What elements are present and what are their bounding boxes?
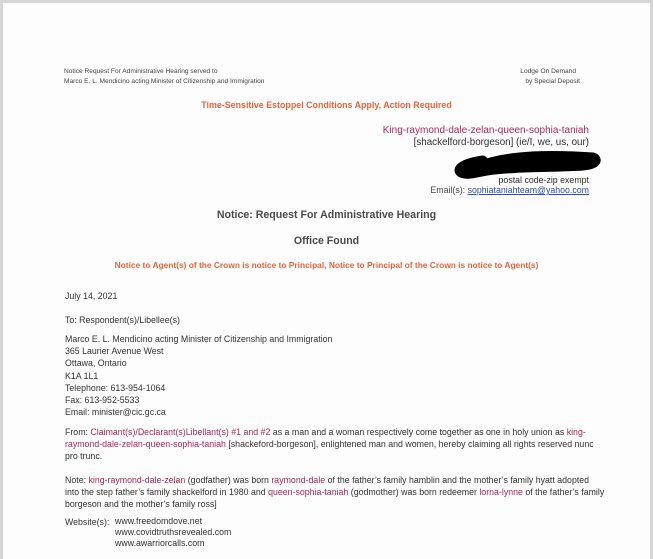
from-claimants: Claimant(s)/Declarant(s)Libellant(s) #1 and #2 — [90, 427, 271, 437]
from-prefix: From: — [65, 427, 91, 437]
websites-label: Website(s): — [65, 517, 110, 527]
sender-name: King-raymond-dale-zelan-queen-sophia-taniah — [382, 125, 589, 136]
recipient-city: Ottawa, Ontario — [65, 358, 127, 369]
note-text-2: of the father’s family hamblin and the mother’s family hyatt adopted into the step father’s family shackelford in 1980 and — [65, 475, 590, 497]
note-text-1: (godfather) was born — [185, 475, 272, 485]
websites-list — [115, 516, 231, 548]
document-page — [3, 3, 650, 559]
note-name-3: queen-sophia-taniah — [268, 487, 349, 497]
sender-postal: postal code-zip exempt — [498, 175, 589, 185]
page-title: Notice: Request For Administrative Hearing — [216, 209, 437, 221]
from-name: king-raymond-dale-zelan-queen-sophia-taniah — [65, 427, 586, 449]
note-name-2: raymond-dale — [271, 475, 326, 485]
recipient-email: Email: minister@cic.gc.ca — [65, 407, 166, 418]
header-left — [64, 67, 264, 87]
website-link[interactable]: www.covidtruthsrevealed.com — [115, 526, 232, 537]
website-link[interactable]: www.awarriorcalls.com — [115, 537, 205, 548]
recipient-fax: Fax: 613-952-5533 — [65, 395, 140, 406]
recipient-postal: K1A 1L1 — [65, 370, 99, 381]
note-name-4: lorna-lynne — [479, 487, 523, 497]
crown-notice: Notice to Agent(s) of the Crown is notice to Principal, Notice to Principal of the Crown is notice to Agent(s) — [114, 260, 539, 270]
recipient-name: Marco E. L. Mendicino acting Minister of Citizenship and Immigration — [65, 334, 333, 344]
header-left-line1: Notice Request For Administrative Hearing served to — [64, 68, 218, 75]
recipient-street: 365 Laurier Avenue West — [65, 346, 164, 357]
banner: Time-Sensitive Estoppel Conditions Apply, Action Required — [201, 100, 452, 110]
note-name-1: king-raymond-dale-zelan — [88, 475, 186, 485]
note-text-3: (godmother) was born redeemer — [348, 487, 480, 497]
header-right-line2: by Special Deposit — [525, 78, 580, 85]
note-paragraph — [65, 474, 605, 510]
sender-email-link[interactable]: sophiataniahteam@yahoo.com — [467, 185, 589, 195]
header-right-line1: Lodge On Demand — [520, 68, 576, 75]
recipient-address — [65, 333, 332, 418]
sender-surname: [shackelford-borgeson] (ie/I, we, us, our) — [413, 137, 589, 148]
from-mid: as a man and a woman respectively come together as one in holy union as — [270, 427, 567, 437]
from-paragraph — [65, 426, 605, 462]
note-text-4: of the father’s family borgeson and the mother’s family ross] — [65, 487, 605, 509]
date: July 14, 2021 — [65, 291, 118, 301]
website-link[interactable]: www.freedomdove.net — [115, 516, 203, 526]
to-line: To: Respondent(s)/Libellee(s) — [65, 315, 180, 325]
sender-email-label: Email(s): — [430, 185, 468, 195]
from-rest: [shackeford-borgeson], enlightened man and women, hereby claiming all rights reserved nunc pro trunc. — [65, 439, 594, 461]
header-left-line2: Marco E. L. Mendicino acting Minister of Citizenship and Immigration — [64, 78, 265, 85]
recipient-telephone: Telephone: 613-954-1064 — [65, 382, 166, 393]
page-subtitle: Office Found — [293, 235, 360, 247]
sender-email-line — [430, 185, 589, 195]
header-right — [520, 67, 580, 87]
note-prefix: Note: — [65, 475, 89, 485]
